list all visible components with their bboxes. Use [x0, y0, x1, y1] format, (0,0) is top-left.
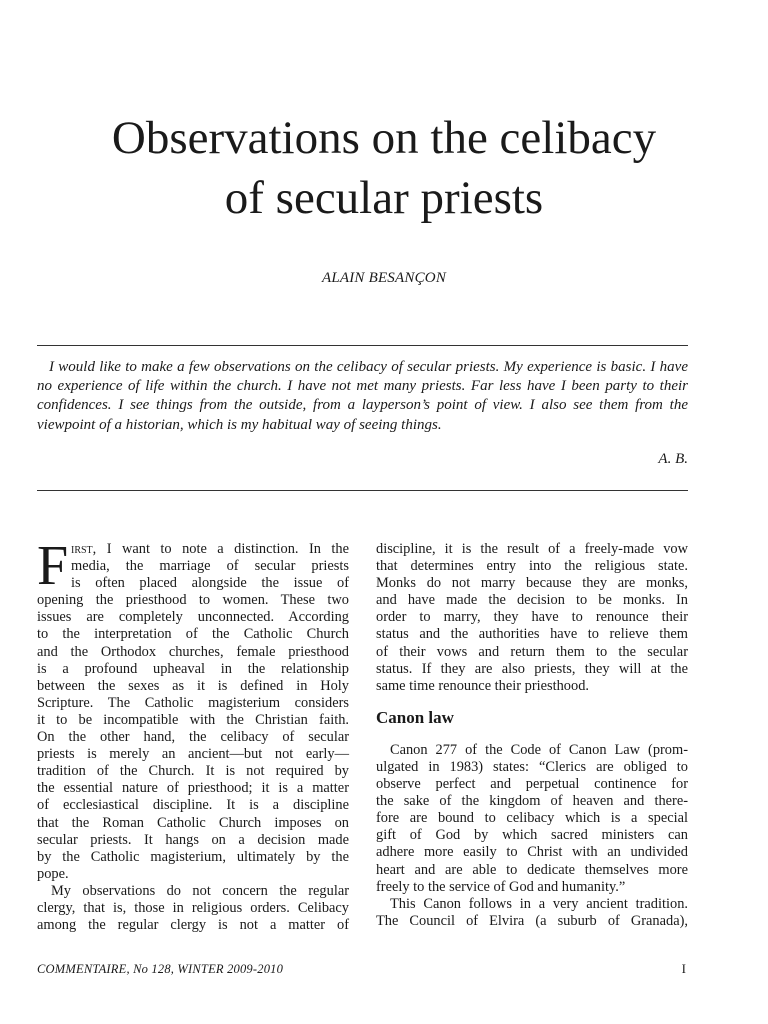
abstract-signature: A. B.	[658, 451, 688, 467]
text-line: opening the priesthood to women. These two	[37, 592, 349, 609]
text-line: and have made the decision to be monks. In	[376, 592, 688, 609]
text-line: to the interpretation of the Catholic Church	[37, 626, 349, 643]
text-line: secular priests. It hangs on a decision made	[37, 831, 349, 848]
text-line: Canon 277 of the Code of Canon Law (prom-	[390, 741, 688, 758]
page-number: I	[681, 961, 686, 976]
text-line: the essential nature of priesthood; it is a matter	[37, 780, 349, 797]
left-column	[37, 535, 349, 934]
text-line: adhere more easily to Christ with an undivided	[376, 844, 688, 861]
text-line-rest: , I want to note a distinction. In the	[92, 541, 349, 557]
text-line: same time renounce their priesthood.	[376, 677, 589, 694]
text-line: The Council of Elvira (a suburb of Granada),	[376, 912, 688, 929]
text-line: between the sexes as it is defined in Holy	[37, 677, 349, 694]
right-column	[376, 541, 688, 930]
text-line: On the other hand, the celibacy of secular	[37, 729, 349, 746]
title-line-1: Observations on the celibacy	[111, 112, 657, 164]
text-line: is often placed alongside the issue of	[71, 575, 349, 592]
divider-top	[37, 345, 688, 346]
text-line: the sake of the kingdom of heaven and there-	[376, 793, 688, 810]
title-line-2: of secular priests	[224, 172, 544, 224]
drop-cap: F	[37, 535, 69, 597]
text-line: observe perfect and perpetual continence for	[376, 776, 688, 793]
text-line: is a profound upheaval in the relationship	[37, 660, 349, 677]
text-line: heart and are able to dedicate themselves more	[376, 861, 688, 878]
text-line: of their vows and return them to the secular	[376, 643, 688, 660]
text-line: status and the authorities have to relieve them	[376, 626, 688, 643]
text-line: This Canon follows in a very ancient tradition.	[390, 895, 688, 912]
text-line: that determines entry into the religious state.	[376, 558, 688, 575]
text-line: order to marry, they have to renounce their	[376, 609, 688, 626]
text-line: ulgated in 1983) states: “Clerics are obliged to	[376, 758, 688, 775]
text-line: My observations do not concern the regular	[51, 882, 349, 899]
text-line: it to be incompatible with the Christian faith.	[37, 711, 349, 728]
text-line: pope.	[37, 865, 69, 882]
abstract-text: I would like to make a few observations on the celibacy of secular priests. My experience is basic. I have no experience of life within the church. I have not met many priests. Far less have I been party to their confidences. I see things from the outside, from a layperson’s point of view. I also see them from the viewpoint of a historian, which is my habitual way of seeing things.	[37, 359, 688, 433]
divider-bottom	[37, 490, 688, 491]
text-line: tradition of the Church. It is not required by	[37, 763, 349, 780]
text-line: Scripture. The Catholic magisterium considers	[37, 694, 349, 711]
article-title	[0, 108, 768, 228]
text-line: among the regular clergy is not a matter of	[37, 917, 349, 934]
text-line	[37, 541, 349, 558]
smallcaps-word: irst	[71, 541, 93, 557]
text-line: clergy, that is, those in religious orders. Celibacy	[37, 899, 349, 916]
text-line: media, the marriage of secular priests	[71, 558, 349, 575]
journal-footer: COMMENTAIRE, No 128, WINTER 2009-2010	[37, 962, 284, 976]
section-heading: Canon law	[376, 707, 454, 727]
text-line: of ecclesiastical discipline. It is a discipline	[37, 797, 349, 814]
text-line: that the Roman Catholic Church imposes on	[37, 814, 349, 831]
text-line: discipline, it is the result of a freely-made vow	[376, 541, 688, 557]
abstract	[37, 358, 688, 435]
text-line: issues are completely unconnected. According	[37, 609, 349, 626]
text-line: by the Catholic magisterium, ultimately by the	[37, 848, 349, 865]
text-line: and the Orthodox churches, female priesthood	[37, 643, 349, 660]
text-line: priests is merely an ancient—but not early—	[37, 746, 349, 763]
author-name: ALAIN BESANÇON	[321, 270, 447, 286]
text-line: freely to the service of God and humanity.”	[376, 878, 626, 895]
text-line: gift of God by which sacred ministers can	[376, 827, 688, 844]
text-line: status. If they are also priests, they will at the	[376, 660, 688, 677]
text-line: Monks do not marry because they are monks,	[376, 575, 688, 592]
text-line: fore are bound to celibacy which is a special	[376, 810, 688, 827]
